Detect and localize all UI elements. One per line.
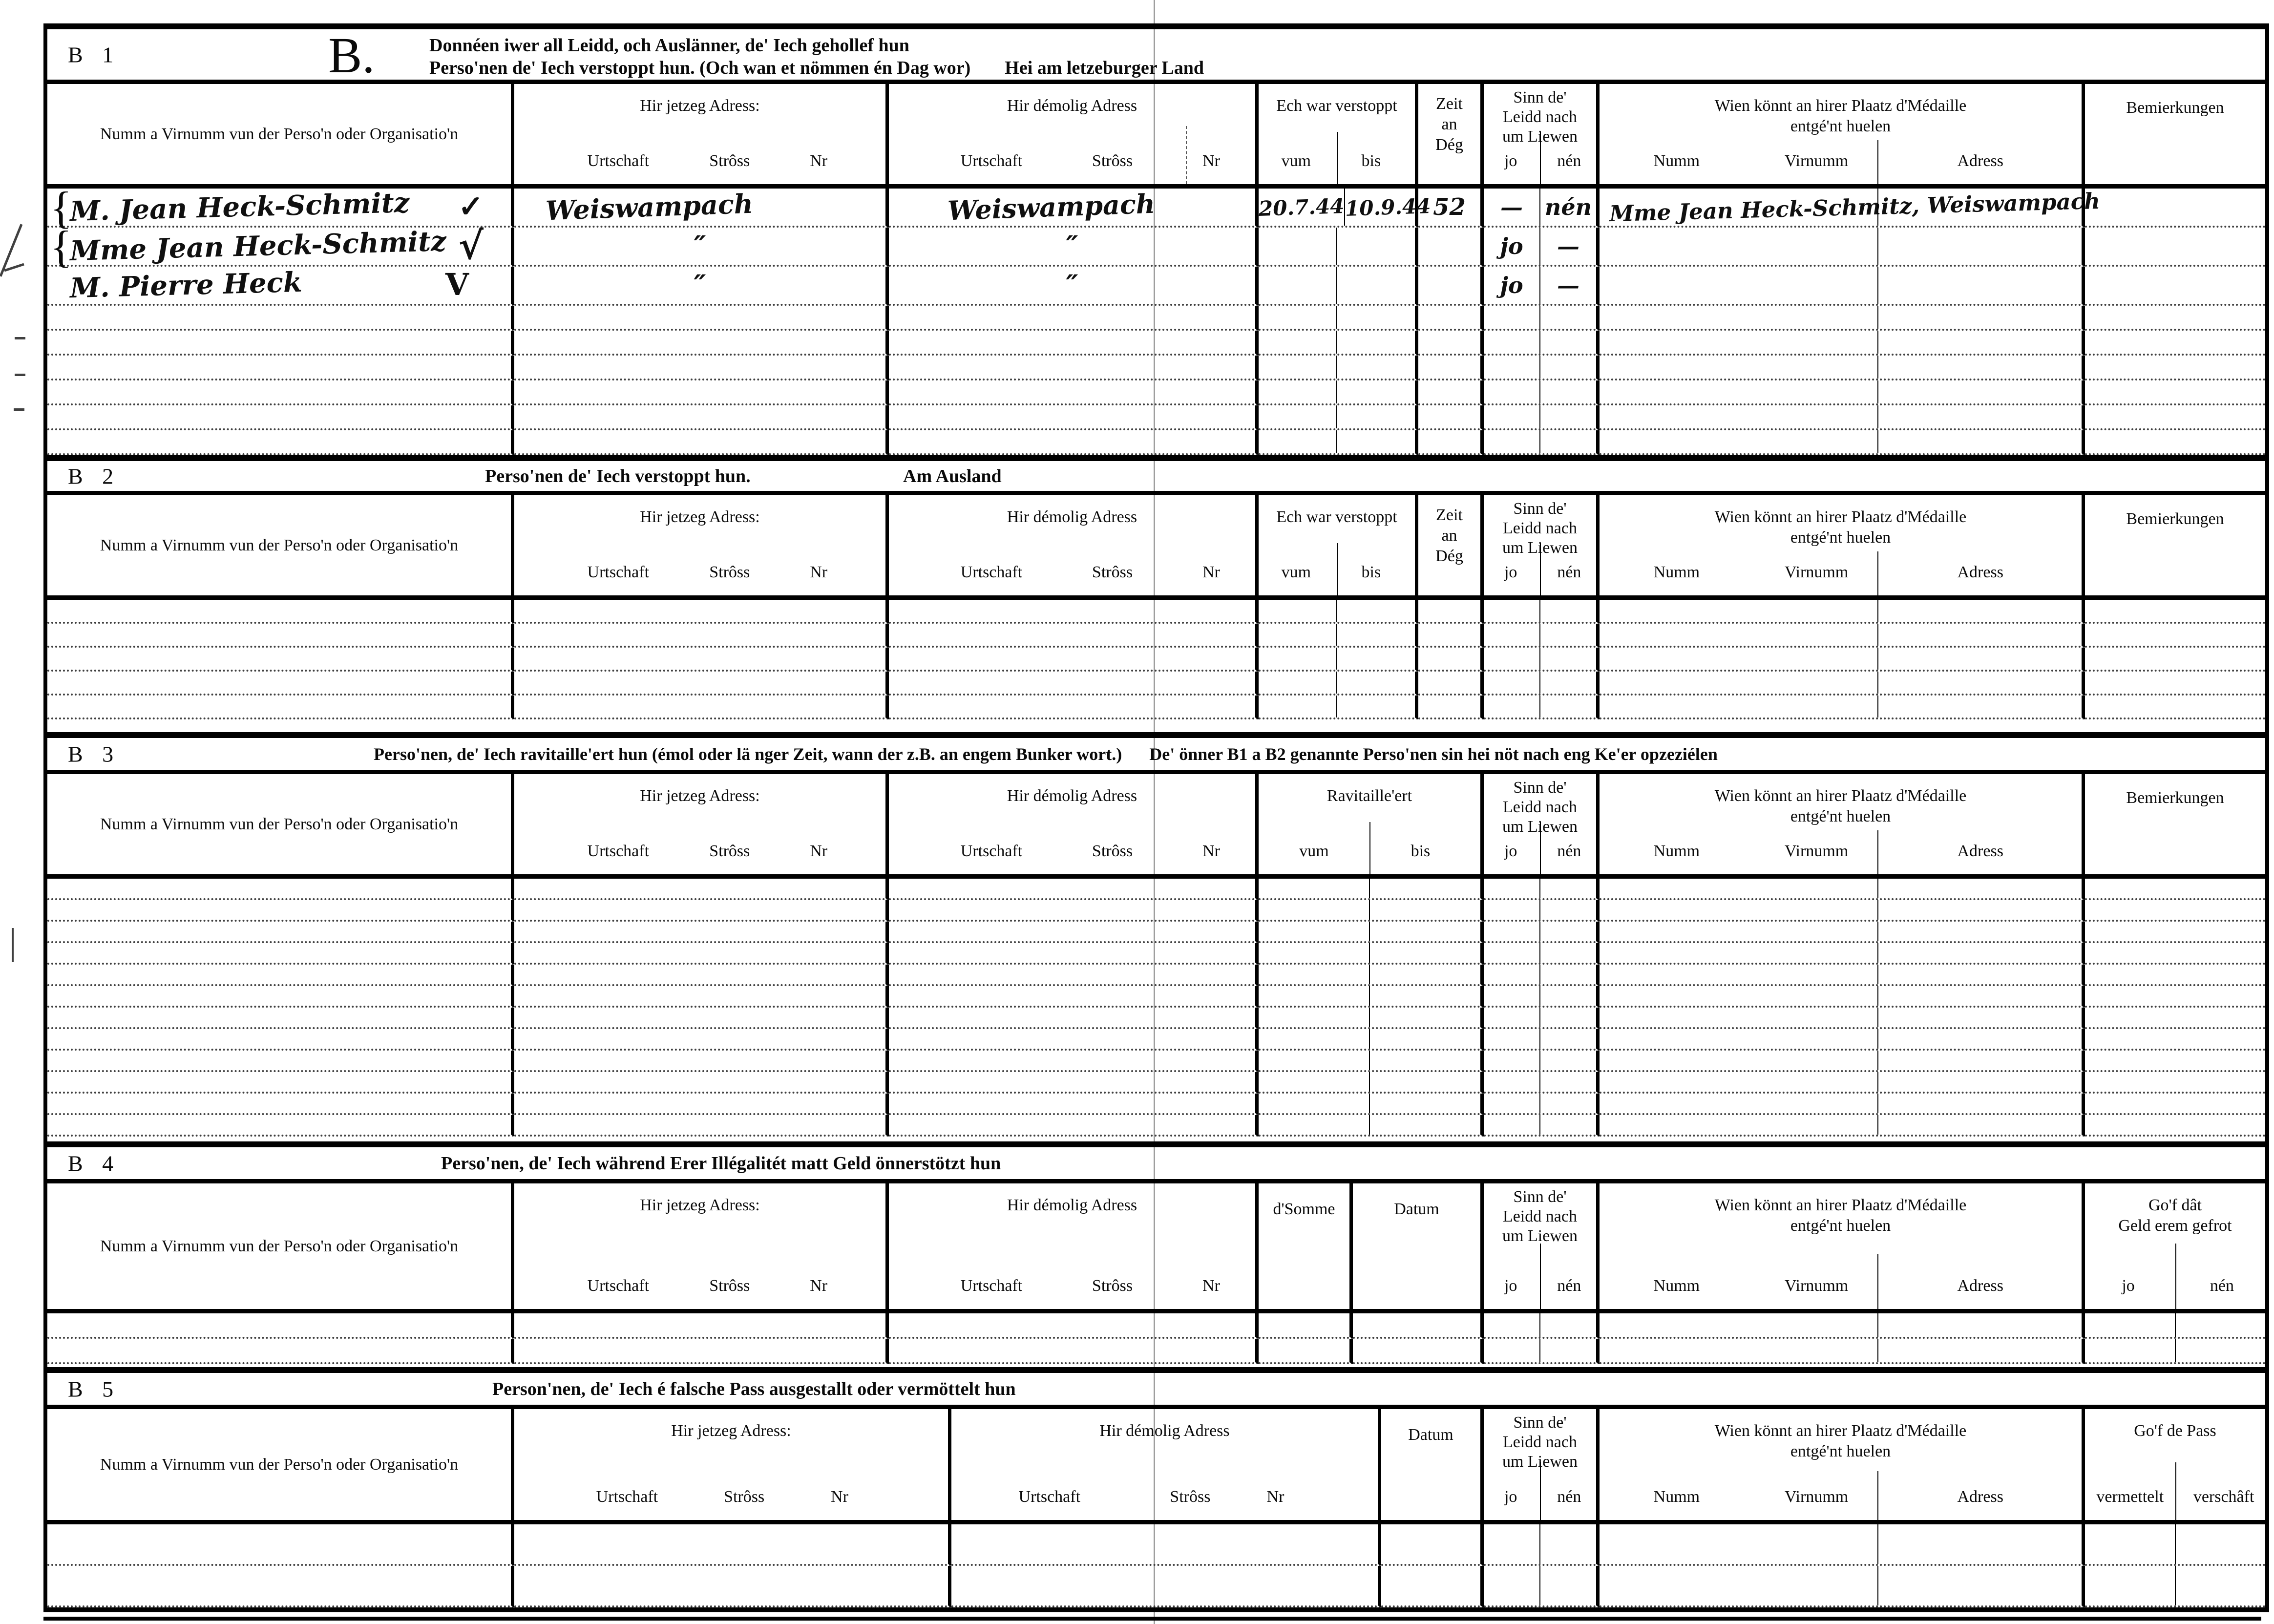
- margin-mark: [15, 374, 25, 376]
- col-header-sinn: Sinn de' Leidd nach um Liewen jo nén: [1484, 1183, 1600, 1309]
- col-header-somme: d'Somme: [1259, 1183, 1353, 1309]
- col-header-jetzeg-adress: Hir jetzeg Adress: Urtschaft Strôss Nr: [514, 1409, 951, 1520]
- sub-urtschaft: Urtschaft: [587, 152, 650, 170]
- sub-nr: Nr: [1202, 152, 1220, 170]
- table-row-empty: [47, 1072, 2265, 1094]
- entry-jo: jo: [1500, 233, 1523, 259]
- col-header-medaille: Wien könnt an hirer Plaatz d'Médaille entgé'nt huelen Numm Virnumm Adress: [1600, 1183, 2085, 1309]
- b2-title-right: Am Ausland: [903, 465, 1002, 486]
- table-row-empty: [47, 380, 2265, 405]
- b1-label: B 1: [68, 42, 121, 67]
- sub-nen: nén: [1557, 152, 1581, 170]
- col-header-name: Numm a Virnumm vun der Perso'n oder Organisatio'n: [47, 495, 514, 595]
- table-row-empty: [47, 965, 2265, 986]
- table-row-empty: [47, 672, 2265, 696]
- entry-zeit: 52: [1433, 193, 1466, 221]
- table-row-empty: [47, 648, 2265, 672]
- b1-titlebar: [47, 23, 2265, 84]
- cell-jetzeg: [514, 267, 889, 306]
- table-row-empty: [47, 696, 2265, 719]
- entry-jo: jo: [1500, 272, 1523, 298]
- entry-jetzeg: ″: [694, 269, 706, 301]
- b3-label: B 3: [68, 741, 121, 766]
- cell-zeit: [1418, 267, 1484, 306]
- sub-stross: Strôss: [709, 152, 750, 170]
- b1-title-line1: Donnéen iwer all Leidd, och Auslänner, de' Iech gehollef hun: [429, 35, 909, 56]
- b4-rows: [47, 1313, 2265, 1364]
- col-header-jetzeg-adress: Hir jetzeg Adress: Urtschaft Strôss Nr: [514, 495, 889, 595]
- entry-vum: 20.7.44: [1258, 193, 1345, 221]
- col-header-bemierkungen: Bemierkungen: [2126, 510, 2224, 528]
- b3-rows: [47, 879, 2265, 1137]
- b2-titlebar: [47, 455, 2265, 495]
- b1-title-line2: Perso'nen de' Iech verstoppt hun. (Och wan et nömmen én Dag wor): [429, 58, 971, 78]
- table-row-empty: [47, 624, 2265, 648]
- cell-zeit: [1418, 189, 1484, 228]
- cell-medaille: [1600, 228, 2085, 267]
- b1-title-right: Hei am letzeburger Land: [1005, 58, 1204, 78]
- cell-name: [47, 222, 514, 272]
- b3-titlebar: [47, 732, 2265, 774]
- b2-rows: [47, 600, 2265, 719]
- b3-column-headers: [47, 774, 2265, 879]
- cell-name: [47, 183, 514, 232]
- section-b1: [47, 23, 2265, 455]
- scan-edge-bar: [43, 1617, 2261, 1621]
- entry-bis: 10.9.44: [1345, 193, 1432, 221]
- col-header-bemierkungen: Bemierkungen: [2126, 99, 2224, 117]
- sub-bis: bis: [1361, 152, 1381, 170]
- table-row-empty: [47, 1051, 2265, 1072]
- b5-title: Person'nen, de' Iech é falsche Pass ausgestallt oder vermöttelt hun: [492, 1378, 1016, 1399]
- questionnaire-form: [43, 23, 2269, 1612]
- part-letter: B.: [328, 27, 375, 84]
- b4-titlebar: [47, 1141, 2265, 1183]
- b4-column-headers: [47, 1183, 2265, 1313]
- col-header-geld-gefrot: Go'f dât Geld erem gefrot jo nén: [2085, 1183, 2265, 1309]
- sub-stross: Strôss: [1092, 152, 1133, 170]
- col-header-demolig-adress: Hir démolig Adress Urtschaft Strôss Nr: [889, 495, 1259, 595]
- b3-title: Perso'nen, de' Iech ravitaille'ert hun (émol oder lä nger Zeit, wann der z.B. an engem Bunker wort.) De' önner B1 a B2 genannte Perso'nen sin hei nöt nach eng Ke'er opzeziélen: [374, 744, 1718, 764]
- entry-demolig: Weiswampach: [947, 188, 1156, 227]
- sub-nr: Nr: [810, 152, 828, 170]
- cell-zeit: [1418, 228, 1484, 267]
- entry-nen: —: [1557, 272, 1579, 298]
- b5-column-headers: [47, 1409, 2265, 1524]
- cell-medaille: [1600, 188, 2101, 228]
- section-b2: [47, 455, 2265, 719]
- table-row-entry: [47, 267, 2265, 306]
- b5-label: B 5: [68, 1376, 121, 1401]
- col-header-demolig-adress: Hir démolig Adress Urtschaft Strôss Nr: [889, 774, 1259, 874]
- cell-verstoppt: [1258, 189, 1432, 228]
- b4-label: B 4: [68, 1151, 121, 1176]
- table-row-empty: [47, 900, 2265, 922]
- cell-bemierkungen: [2085, 267, 2265, 306]
- col-header-medaille: Wien könnt an hirer Plaatz d'Médaille entgé'nt huelen Numm Virnumm Adress: [1600, 1409, 2085, 1520]
- margin-scribble: [4, 263, 24, 272]
- entry-nen: —: [1557, 233, 1579, 259]
- col-header-jetzeg-adress: Hir jetzeg Adress: Urtschaft Strôss Nr: [514, 774, 889, 874]
- entry-name: M. Jean Heck-Schmitz: [69, 186, 410, 228]
- cell-bemierkungen: [2085, 228, 2265, 267]
- table-row-entry: [47, 222, 2265, 272]
- col-header-demolig-adress: Hir démolig Adress Urtschaft Strôss Nr: [951, 1409, 1381, 1520]
- b2-column-headers: [47, 495, 2265, 600]
- table-row-empty: [47, 1008, 2265, 1029]
- cell-verstoppt: [1259, 228, 1418, 267]
- col-header-medaille: Wien könnt an hirer Plaatz d'Médaille entgé'nt huelen Numm Virnumm Adress: [1600, 774, 2085, 874]
- table-row-empty: [47, 1094, 2265, 1115]
- table-row-empty: [47, 306, 2265, 331]
- table-row-empty: [47, 1313, 2265, 1339]
- b1-title: [429, 34, 1204, 79]
- cell-jetzeg: [514, 189, 889, 228]
- b5-titlebar: [47, 1367, 2265, 1409]
- col-header-name: Numm a Virnumm vun der Perso'n oder Organisatio'n: [47, 1409, 514, 1520]
- col-header-medaille: Wien könnt an hirer Plaatz d'Médaille entgé'nt huelen Numm Virnumm Adress: [1600, 495, 2085, 595]
- cell-bemierkungen: [2085, 189, 2265, 228]
- table-row-empty: [47, 1115, 2265, 1137]
- section-b3: [47, 732, 2265, 1137]
- cell-verstoppt: [1259, 267, 1418, 306]
- col-header-verstoppt: Ech war verstoppt vum bis: [1259, 495, 1418, 595]
- table-row-empty: [47, 922, 2265, 943]
- cell-sinn: [1484, 267, 1600, 306]
- check-mark: ✓: [458, 189, 484, 224]
- col-header-zeit: Zeit an Dég: [1418, 495, 1484, 595]
- b2-label: B 2: [68, 464, 121, 488]
- col-header-pass: Go'f de Pass vermettelt verschâft: [2085, 1409, 2265, 1520]
- table-row-empty: [47, 600, 2265, 624]
- col-header-sinn: Sinn de' Leidd nach um Liewen jo nén: [1484, 1409, 1600, 1520]
- entry-demolig: ″: [1066, 230, 1078, 262]
- col-header-zeit: Zeit an Dég: [1418, 84, 1484, 184]
- entry-jetzeg: Weiswampach: [545, 188, 754, 227]
- entry-medaille: Mme Jean Heck-Schmitz, Weiswampach: [1609, 188, 2101, 227]
- brace-mark: {: [50, 183, 72, 232]
- sub-jo: jo: [1504, 152, 1517, 170]
- b2-title: Perso'nen de' Iech verstoppt hun.: [485, 465, 751, 486]
- table-row-empty: [47, 331, 2265, 356]
- table-row-empty: [47, 879, 2265, 900]
- section-b4: [47, 1141, 2265, 1364]
- table-row-empty: [47, 943, 2265, 965]
- section-b5: [47, 1367, 2265, 1607]
- sub-numm: Numm: [1653, 152, 1700, 170]
- cell-name: [47, 267, 514, 306]
- b4-title: Perso'nen, de' Iech während Erer Illégalitét matt Geld önnerstötzt hun: [441, 1153, 1001, 1174]
- entry-demolig: ″: [1066, 269, 1078, 301]
- table-row-empty: [47, 1566, 2265, 1607]
- col-header-ravitailleert: Ravitaille'ert vum bis: [1259, 774, 1484, 874]
- sub-vum: vum: [1281, 152, 1311, 170]
- col-header-sinn: Sinn de' Leidd nach um Liewen jo nén: [1484, 84, 1600, 184]
- cell-jetzeg: [514, 228, 889, 267]
- col-header-demolig-adress: Hir démolig Adress Urtschaft Strôss Nr: [889, 1183, 1259, 1309]
- col-header-sinn: Sinn de' Leidd nach um Liewen jo nén: [1484, 495, 1600, 595]
- table-row-empty: [47, 1029, 2265, 1051]
- table-row-empty: [47, 430, 2265, 455]
- table-row-entry: [47, 183, 2265, 232]
- entry-jo: —: [1500, 194, 1523, 220]
- check-mark: V: [445, 267, 469, 302]
- col-header-sinn: Sinn de' Leidd nach um Liewen jo nén: [1484, 774, 1600, 874]
- col-header-name: Numm a Virnumm vun der Perso'n oder Organisatio'n: [47, 774, 514, 874]
- check-mark: √: [458, 224, 484, 268]
- table-row-empty: [47, 405, 2265, 430]
- col-header-medaille: Wien könnt an hirer Plaatz d'Médaille entgé'nt huelen Numm Virnumm Adress: [1600, 84, 2085, 184]
- sub-adress: Adress: [1957, 152, 2003, 170]
- entry-name: M. Pierre Heck: [69, 266, 303, 305]
- col-header-jetzeg-adress: Hir jetzeg Adress: Urtschaft Strôss Nr: [514, 84, 889, 184]
- margin-mark: [15, 337, 25, 339]
- col-header-verstoppt: Ech war verstoppt vum bis: [1259, 84, 1418, 184]
- entry-name: Mme Jean Heck-Schmitz: [69, 225, 447, 268]
- b1-column-headers: [47, 84, 2265, 189]
- table-row-empty: [47, 1524, 2265, 1566]
- entry-jetzeg: ″: [694, 230, 706, 262]
- table-row-empty: [47, 1339, 2265, 1364]
- brace-mark: {: [50, 222, 72, 272]
- col-header-datum: Datum: [1381, 1409, 1484, 1520]
- col-header-jetzeg-adress: Hir jetzeg Adress: Urtschaft Strôss Nr: [514, 1183, 889, 1309]
- sub-virnumm: Virnumm: [1785, 152, 1849, 170]
- entry-nen: nén: [1544, 194, 1592, 220]
- col-header-demolig-adress: Hir démolig Adress Urtschaft Strôss Nr: [889, 84, 1259, 184]
- cell-demolig: [889, 267, 1259, 306]
- cell-medaille: [1600, 267, 2085, 306]
- cell-demolig: [889, 189, 1259, 228]
- table-row-empty: [47, 356, 2265, 380]
- table-row-empty: [47, 986, 2265, 1008]
- cell-sinn: [1484, 228, 1600, 267]
- cell-demolig: [889, 228, 1259, 267]
- b3-title-note: De' önner B1 a B2 genannte Perso'nen sin hei nöt nach eng Ke'er opzeziélen: [1149, 744, 1718, 764]
- col-header-name: Numm a Virnumm vun der Perso'n oder Organisatio'n: [47, 84, 514, 184]
- cell-sinn: [1484, 189, 1600, 228]
- col-header-name: Numm a Virnumm vun der Perso'n oder Organisatio'n: [47, 1183, 514, 1309]
- b5-rows: [47, 1524, 2265, 1607]
- col-header-bemierkungen: Bemierkungen: [2126, 789, 2224, 807]
- margin-mark: [12, 928, 14, 962]
- margin-mark: [14, 408, 24, 411]
- sub-urtschaft: Urtschaft: [960, 152, 1023, 170]
- b1-rows: [47, 183, 2265, 455]
- col-header-datum: Datum: [1353, 1183, 1484, 1309]
